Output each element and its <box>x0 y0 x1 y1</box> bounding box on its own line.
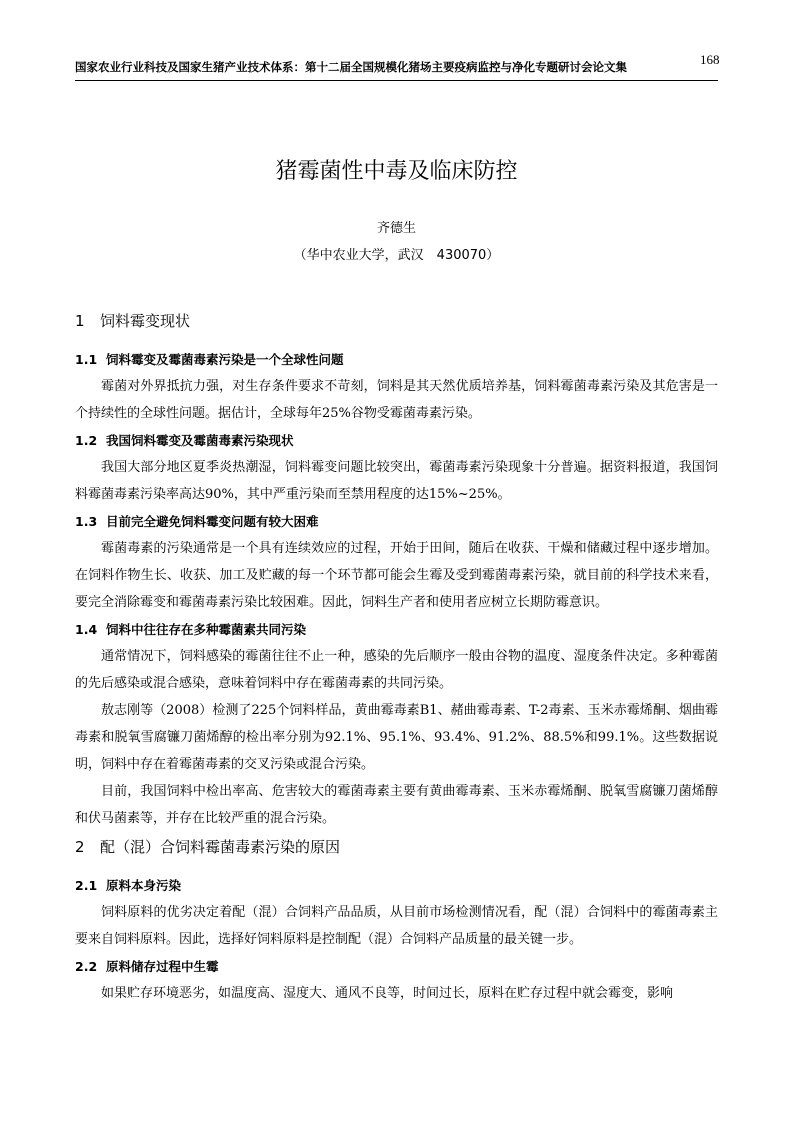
subsection-number: 2.2 <box>75 959 98 974</box>
subsection-heading <box>75 616 718 643</box>
paper-title: 猪霉菌性中毒及临床防控 <box>275 159 518 184</box>
body-paragraph: 我国大部分地区夏季炎热潮湿，饲料霉变问题比较突出，霉菌毒素污染现象十分普遍。据资料报道，我国饲料霉菌毒素污染率高达90%，其中严重污染而至禁用程度的达15%~25%。 <box>75 460 718 502</box>
subsection-heading <box>75 427 718 454</box>
body-paragraph: 通常情况下，饲料感染的霉菌往往不止一种，感染的先后顺序一般由谷物的温度、湿度条件决定。多种霉菌的先后感染或混合感染，意味着饲料中存在霉菌毒素的共同污染。 <box>75 649 718 691</box>
subsection-number: 1.2 <box>75 433 98 448</box>
subsection-heading <box>75 872 718 899</box>
body-paragraph: 目前，我国饲料中检出率高、危害较大的霉菌毒素主要有黄曲霉毒素、玉米赤霉烯酮、脱氧雪腐镰刀菌烯醇和伏马菌素等，并存在比较严重的混合污染。 <box>75 784 718 826</box>
section-title: 饲料霉变现状 <box>100 312 191 330</box>
subsection-heading <box>75 508 718 535</box>
subsection-title: 我国饲料霉变及霉菌毒素污染现状 <box>106 433 294 448</box>
body-paragraph: 饲料原料的优劣决定着配（混）合饲料产品品质，从目前市场检测情况看，配（混）合饲料中的霉菌毒素主要来自饲料原料。因此，选择好饲料原料是控制配（混）合饲料产品质量的最关键一步。 <box>75 905 718 947</box>
section-number: 2 <box>75 838 85 856</box>
author-name: 齐德生 <box>376 221 416 236</box>
section-title: 配（混）合饲料霉菌毒素污染的原因 <box>100 838 341 856</box>
subsection-title: 目前完全避免饲料霉变问题有较大困难 <box>106 514 319 529</box>
body-paragraph: 敖志刚等（2008）检测了225个饲料样品，黄曲霉毒素B1、赭曲霉毒素、T-2毒素、玉米赤霉烯酮、烟曲霉毒素和脱氧雪腐镰刀菌烯醇的检出率分别为92.1%、95.1%、93.4%、91.2%、88.5%和99.1%。这些数据说明，饲料中存在着霉菌毒素的交叉污染或混合污染。 <box>75 703 718 772</box>
author-affiliation: （华中农业大学，武汉 430070） <box>293 248 500 263</box>
subsection-title: 饲料霉变及霉菌毒素污染是一个全球性问题 <box>106 352 344 367</box>
subsection-heading <box>75 953 718 980</box>
header-divider <box>75 80 718 81</box>
body-paragraph: 霉菌毒素的污染通常是一个具有连续效应的过程，开始于田间，随后在收获、干燥和储藏过程中逐步增加。在饲料作物生长、收获、加工及贮藏的每一个环节都可能会生霉及受到霉菌毒素污染，就目前的科学技术来看，要完全消除霉变和霉菌毒素污染比较困难。因此，饲料生产者和使用者应树立长期防霉意识。 <box>75 541 718 610</box>
section-heading <box>75 832 718 872</box>
section-heading <box>75 306 718 346</box>
body-paragraph: 霉菌对外界抵抗力强，对生存条件要求不苛刻，饲料是其天然优质培养基，饲料霉菌毒素污染及其危害是一个持续性的全球性问题。据估计，全球每年25%谷物受霉菌毒素污染。 <box>75 379 718 421</box>
subsection-title: 饲料中往往存在多种霉菌素共同污染 <box>106 622 307 637</box>
paper-body <box>75 306 718 1007</box>
subsection-heading <box>75 346 718 373</box>
body-paragraph: 如果贮存环境恶劣，如温度高、湿度大、通风不良等，时间过长，原料在贮存过程中就会霉变，影响 <box>101 986 674 1001</box>
subsection-number: 1.4 <box>75 622 98 637</box>
section-number: 1 <box>75 312 85 330</box>
subsection-number: 1.1 <box>75 352 98 367</box>
subsection-number: 1.3 <box>75 514 98 529</box>
page-number: 168 <box>700 52 720 67</box>
subsection-title: 原料本身污染 <box>106 878 182 893</box>
subsection-number: 2.1 <box>75 878 98 893</box>
subsection-title: 原料储存过程中生霉 <box>106 959 219 974</box>
running-header: 国家农业行业科技及国家生猪产业技术体系：第十二届全国规模化猪场主要疫病监控与净化专题研讨会论文集 <box>75 60 627 74</box>
